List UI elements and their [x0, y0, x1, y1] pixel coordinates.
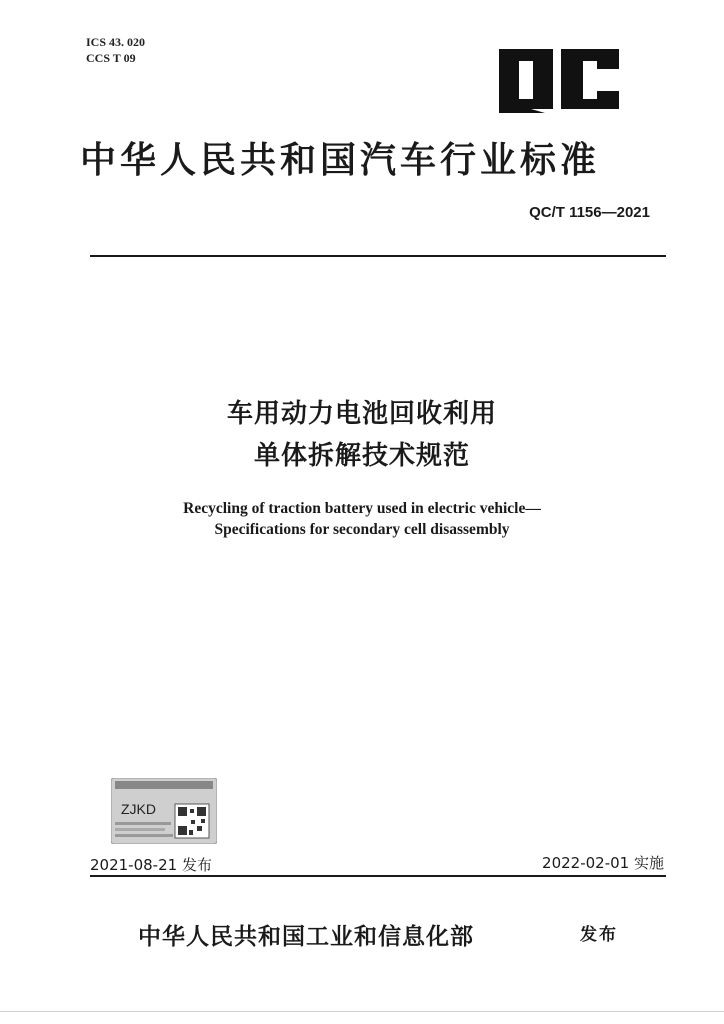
- chinese-title-line-2: 单体拆解技术规范: [253, 441, 470, 471]
- publish-label: 发布: [580, 925, 618, 945]
- issue-date: 2021-08-21 发布: [90, 856, 212, 874]
- chinese-title-line-1: 车用动力电池回收利用: [226, 399, 497, 429]
- bottom-divider: [90, 875, 666, 877]
- standard-number: QC/T 1156—2021: [529, 204, 650, 221]
- page-edge-line: [0, 1011, 724, 1012]
- english-title-line-1: Recycling of traction battery used in electric vehicle—: [183, 500, 541, 517]
- classification-codes: [86, 34, 145, 66]
- publisher-name: 中华人民共和国工业和信息化部: [138, 923, 474, 950]
- ccs-code: CCS T 09: [86, 51, 136, 65]
- top-divider: [90, 255, 666, 257]
- implementation-date: 2022-02-01 实施: [542, 854, 664, 872]
- qc-logo: [497, 45, 621, 113]
- anti-counterfeit-label-icon: [111, 778, 217, 844]
- english-title-line-2: Specifications for secondary cell disassembly: [214, 521, 510, 538]
- ics-code: ICS 43. 020: [86, 35, 146, 49]
- stamp-code: ZJKD: [121, 801, 156, 817]
- issuing-body-title: 中华人民共和国汽车行业标准: [80, 139, 601, 181]
